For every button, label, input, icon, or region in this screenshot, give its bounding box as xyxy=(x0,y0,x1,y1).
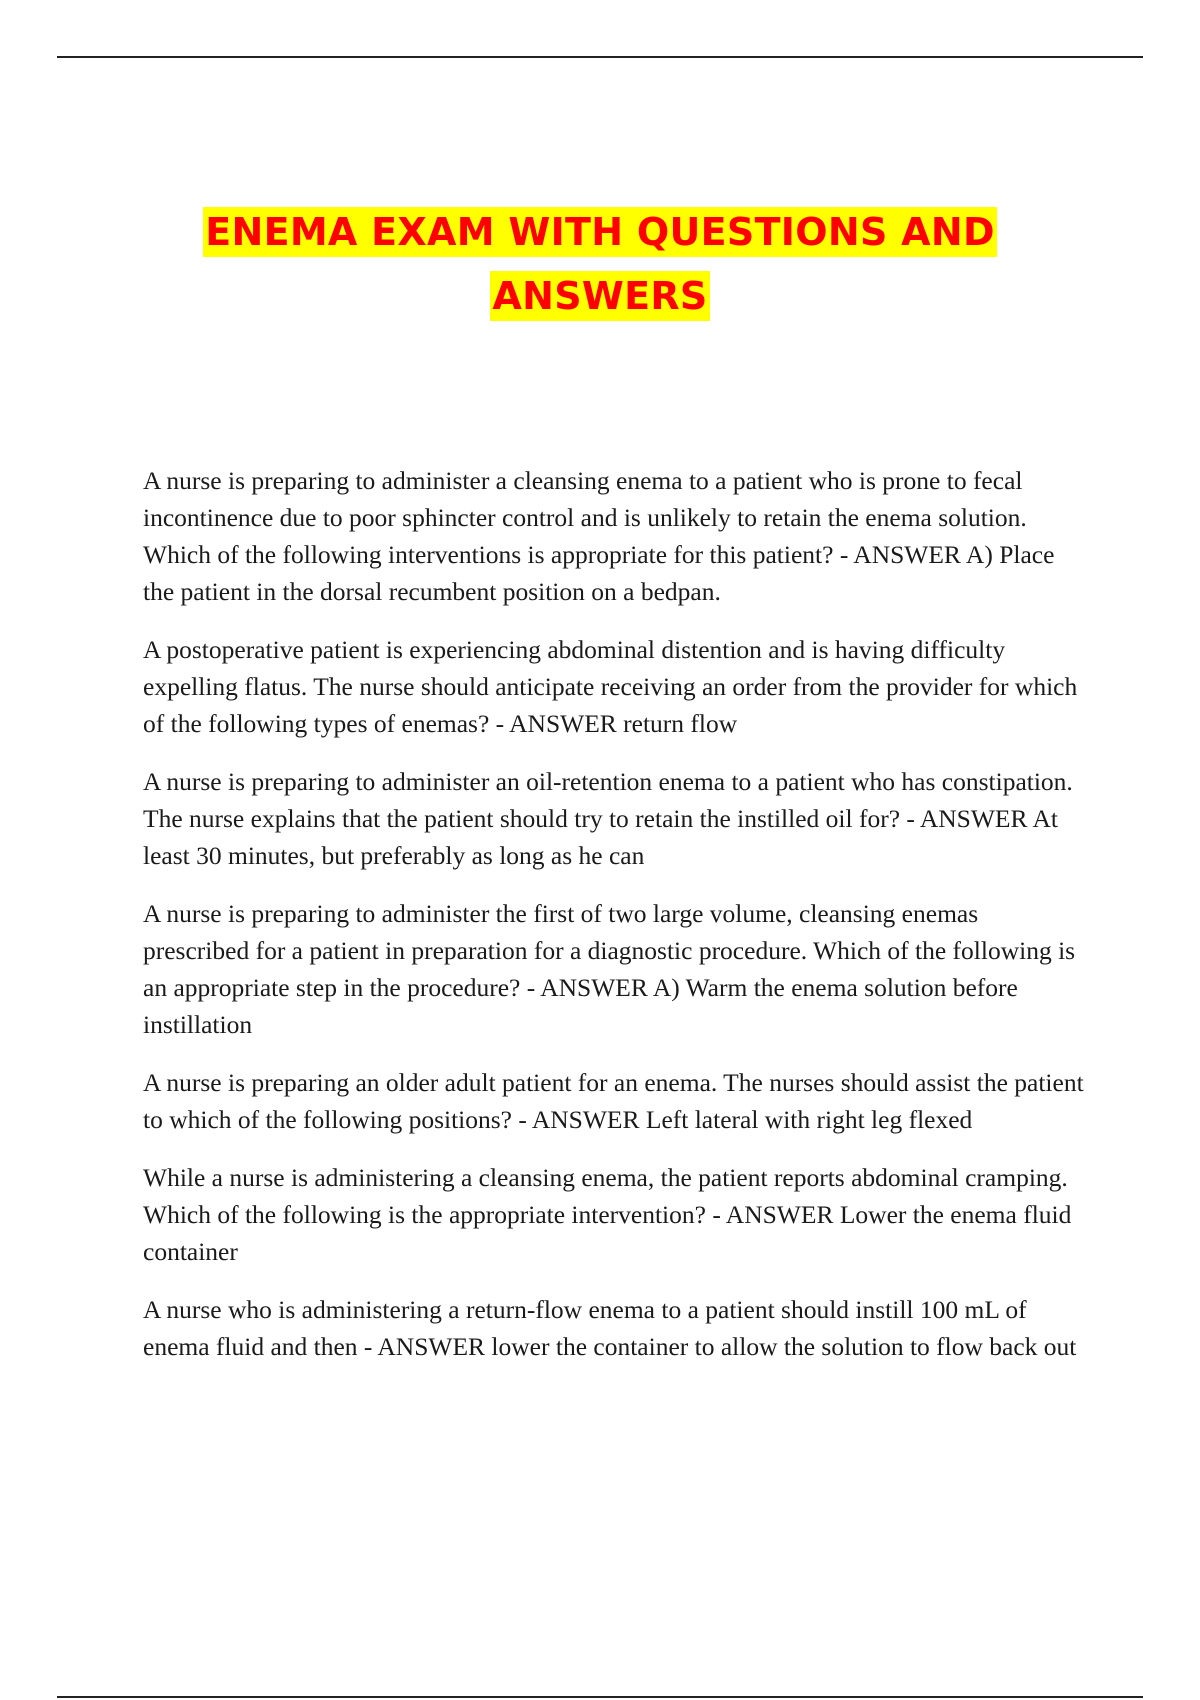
qa-item-5: A nurse is preparing an older adult patient for an enema. The nurses should assist the patient to which of the following positions? - ANSWER Left lateral with right leg flexed xyxy=(143,1068,1084,1134)
qa-item-4: A nurse is preparing to administer the first of two large volume, cleansing enemas prescribed for a patient in preparation for a diagnostic procedure. Which of the following is an appropriate step in the procedure? - ANSWER A) Warm the enema solution before instillation xyxy=(143,899,1076,1039)
title-line-1 xyxy=(0,200,1200,264)
top-rule xyxy=(57,56,1143,58)
title-line-2-text: ANSWERS xyxy=(490,271,709,321)
qa-item-3: A nurse is preparing to administer an oil-retention enema to a patient who has constipation. The nurse explains that the patient should try to retain the instilled oil for? - ANSWER At least 30 minutes, but preferably as long as he can xyxy=(143,767,1073,870)
bottom-rule xyxy=(57,1696,1143,1698)
title-line-1-text: ENEMA EXAM WITH QUESTIONS AND xyxy=(203,207,997,257)
qa-item-1: A nurse is preparing to administer a cleansing enema to a patient who is prone to fecal incontinence due to poor sphincter control and is unlikely to retain the enema solution. Which of the following interventions is appropriate for this patient? - ANSWER A) Place the patient in the dorsal recumbent position on a bedpan. xyxy=(143,466,1055,606)
qa-list xyxy=(143,462,1088,1386)
title-line-2 xyxy=(0,264,1200,328)
qa-item-7: A nurse who is administering a return-flow enema to a patient should instill 100 mL of enema fluid and then - ANSWER lower the container to allow the solution to flow back out xyxy=(143,1295,1077,1361)
qa-item-6: While a nurse is administering a cleansing enema, the patient reports abdominal cramping. Which of the following is the appropriate intervention? - ANSWER Lower the enema fluid container xyxy=(143,1163,1072,1266)
document-title xyxy=(0,200,1200,328)
qa-item-2: A postoperative patient is experiencing abdominal distention and is having difficulty expelling flatus. The nurse should anticipate receiving an order from the provider for which of the following types of enemas? - ANSWER return flow xyxy=(143,635,1078,738)
